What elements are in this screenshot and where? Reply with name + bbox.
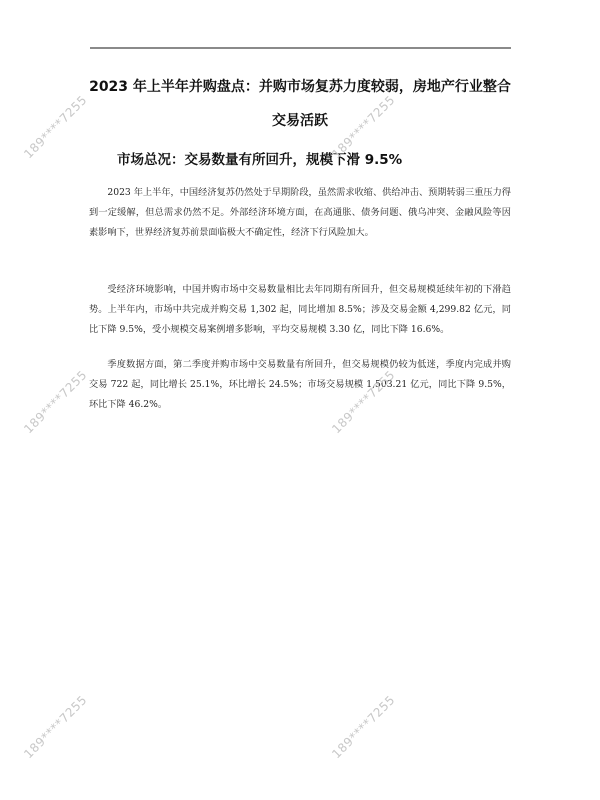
title-line-2: 交易活跃 — [272, 113, 328, 129]
paragraph-economy: 2023 年上半年，中国经济复苏仍然处于早期阶段，虽然需求收缩、供给冲击、预期转弱三重压力得到一定缓解，但总需求仍然不足。外部经济环境方面，在高通胀、债务问题、俄乌冲突、金融风险等因素影响下，世界经济复苏前景面临极大不确定性，经济下行风险加大。 — [89, 187, 511, 238]
paragraph-half-year: 受经济环境影响，中国并购市场中交易数量相比去年同期有所回升，但交易规模延续年初的下滑趋势。上半年内，市场中共完成并购交易 1,302 起，同比增加 8.5%；涉及交易金额 4,299.82 亿元，同比下降 9.5%，受小规模交易案例增多影响，平均交易规模 3.30 亿，同比下降 16.6%。 — [89, 284, 511, 335]
watermark: 189****7255 — [21, 92, 90, 162]
watermark: 189****7255 — [21, 367, 90, 437]
section-heading: 市场总况：交易数量有所回升，规模下滑 9.5% — [117, 152, 403, 168]
document-title — [80, 70, 520, 138]
watermark: 189****7255 — [21, 692, 90, 762]
title-line-1: 2023 年上半年并购盘点：并购市场复苏力度较弱，房地产行业整合 — [89, 79, 511, 95]
watermark: 189****7255 — [329, 367, 398, 437]
watermark: 189****7255 — [329, 92, 398, 162]
paragraph-quarterly: 季度数据方面，第二季度并购市场中交易数量有所回升，但交易规模仍较为低迷，季度内完成并购交易 722 起，同比增长 25.1%，环比增长 24.5%；市场交易规模 1,503.21 亿元，同比下降 9.5%，环比下降 46.2%。 — [89, 359, 511, 410]
watermark: 189****7255 — [329, 692, 398, 762]
header-rule — [90, 47, 511, 49]
